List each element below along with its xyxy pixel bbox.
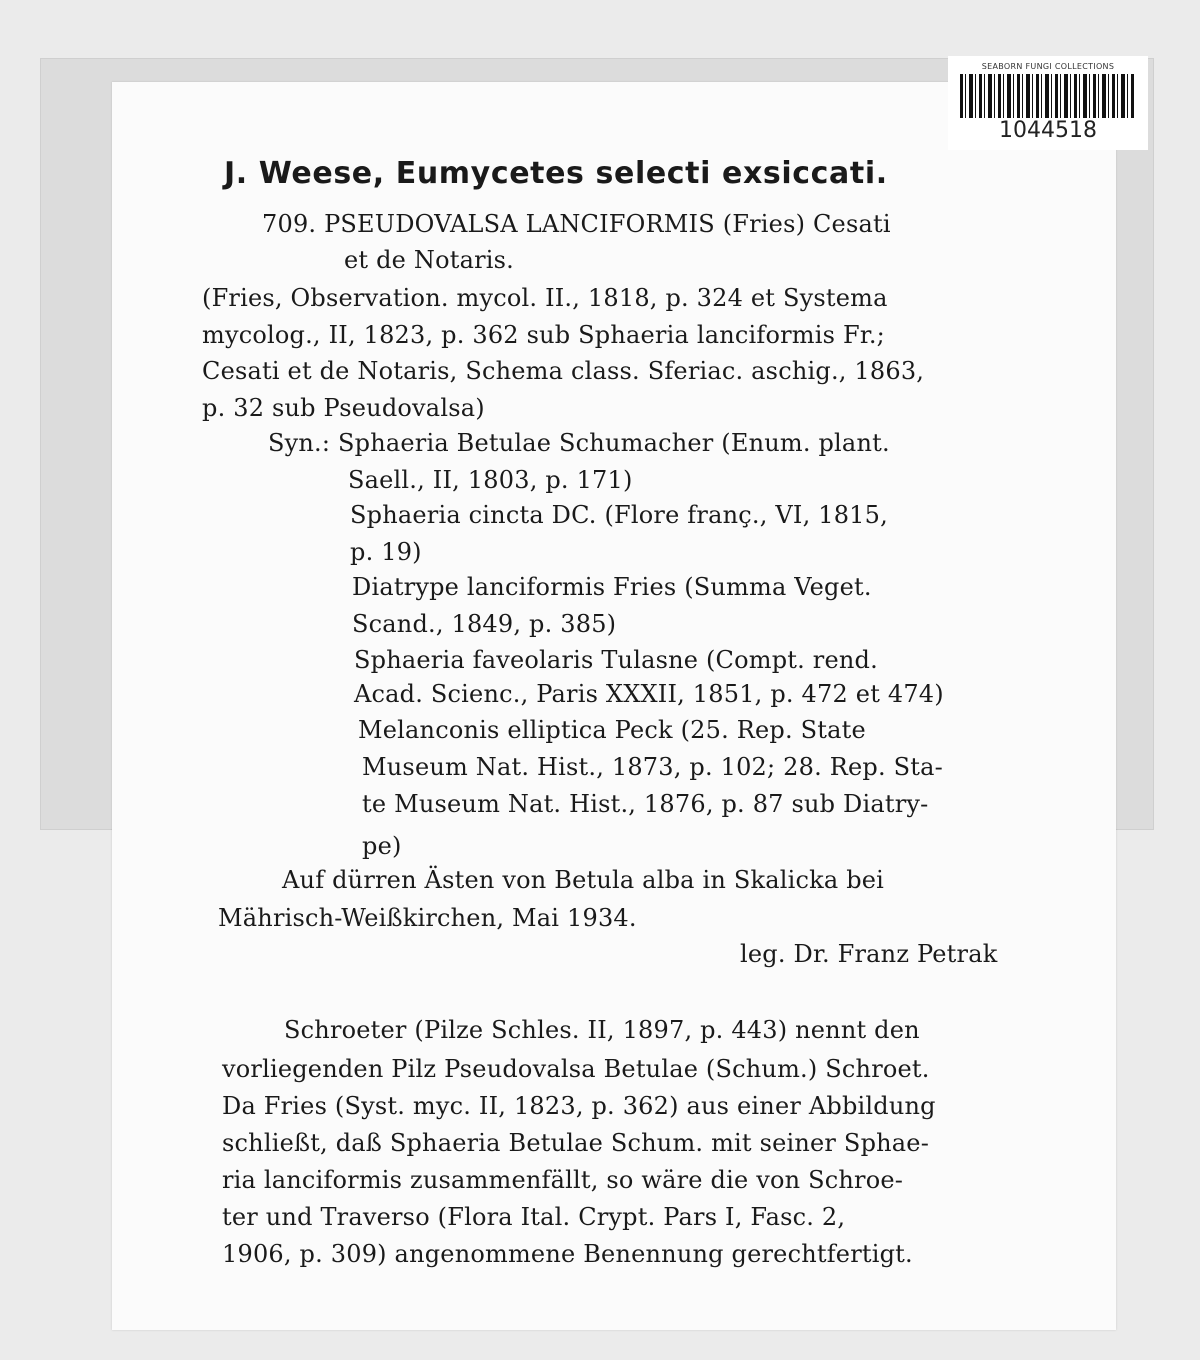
text-line: 1906, p. 309) angenommene Benennung gerechtfertigt. <box>222 1240 913 1268</box>
text-line: Syn.: Sphaeria Betulae Schumacher (Enum. plant. <box>268 429 890 457</box>
label-title: J. Weese, Eumycetes selecti exsiccati. <box>224 156 888 191</box>
text-line: Schroeter (Pilze Schles. II, 1897, p. 443) nennt den <box>284 1016 920 1044</box>
text-line: ter und Traverso (Flora Ital. Crypt. Pars I, Fasc. 2, <box>222 1203 846 1231</box>
text-line: Melanconis elliptica Peck (25. Rep. State <box>358 716 866 744</box>
text-line: ria lanciformis zusammenfällt, so wäre die von Schroe- <box>222 1166 904 1194</box>
text-line: Sphaeria faveolaris Tulasne (Compt. rend. <box>354 646 878 674</box>
text-line: Da Fries (Syst. myc. II, 1823, p. 362) aus einer Abbildung <box>222 1092 936 1120</box>
text-line: p. 32 sub Pseudovalsa) <box>202 394 485 422</box>
text-line: Saell., II, 1803, p. 171) <box>348 466 633 494</box>
collector-line: leg. Dr. Franz Petrak <box>740 940 998 968</box>
text-line: mycolog., II, 1823, p. 362 sub Sphaeria lanciformis Fr.; <box>202 321 885 349</box>
text-line: Museum Nat. Hist., 1873, p. 102; 28. Rep. Sta- <box>362 753 943 781</box>
text-line: Scand., 1849, p. 385) <box>352 610 617 638</box>
barcode-number: 1044518 <box>999 118 1097 143</box>
text-line: te Museum Nat. Hist., 1876, p. 87 sub Diatry- <box>362 790 929 818</box>
text-line: Acad. Scienc., Paris XXXII, 1851, p. 472 et 474) <box>354 680 944 708</box>
text-line: et de Notaris. <box>344 246 514 274</box>
text-line: pe) <box>362 832 402 860</box>
text-line: Mährisch-Weißkirchen, Mai 1934. <box>218 904 637 932</box>
text-line: p. 19) <box>350 538 422 566</box>
text-line: vorliegenden Pilz Pseudovalsa Betulae (Schum.) Schroet. <box>222 1055 930 1083</box>
text-line: Cesati et de Notaris, Schema class. Sferiac. aschig., 1863, <box>202 357 925 385</box>
text-line: (Fries, Observation. mycol. II., 1818, p. 324 et Systema <box>202 284 888 312</box>
text-line: Diatrype lanciformis Fries (Summa Veget. <box>352 573 872 601</box>
barcode-caption: SEABORN FUNGI COLLECTIONS <box>981 62 1115 71</box>
text-line: schließt, daß Sphaeria Betulae Schum. mit seiner Sphae- <box>222 1129 930 1157</box>
text-line: Auf dürren Ästen von Betula alba in Skalicka bei <box>282 866 885 894</box>
text-line: Sphaeria cincta DC. (Flore franç., VI, 1815, <box>350 501 888 529</box>
barcode-bars <box>960 74 1136 118</box>
text-line: 709. PSEUDOVALSA LANCIFORMIS (Fries) Cesati <box>262 210 891 238</box>
barcode-label <box>948 56 1148 150</box>
